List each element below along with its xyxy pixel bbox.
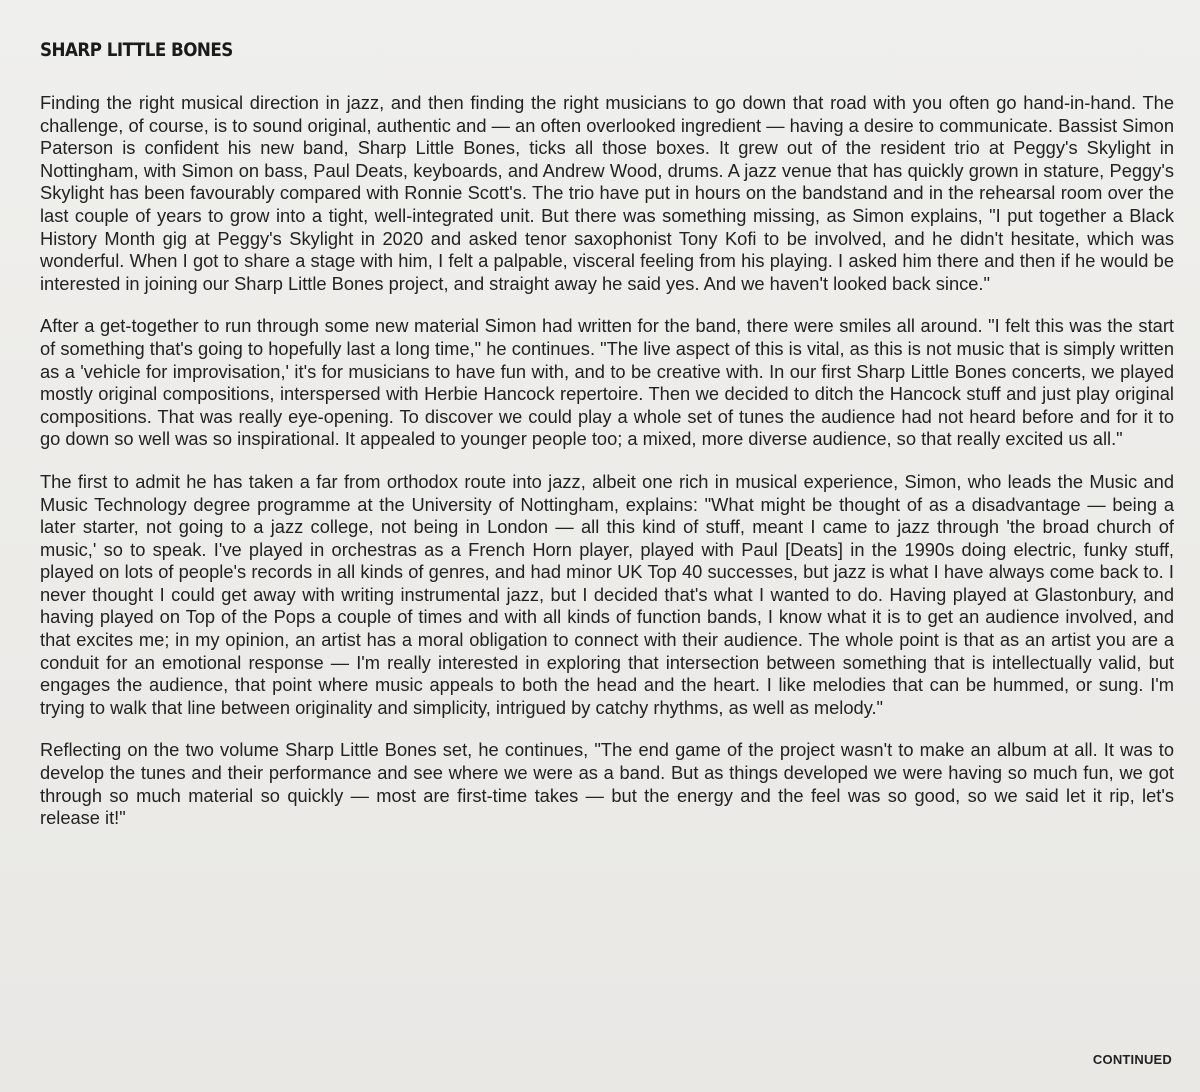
- paragraph-1: Finding the right musical direction in jazz, and then finding the right musicians to go down that road with you often go hand-in-hand. The challenge, of course, is to sound original, authentic and — an often overlooked ingredient — having a desire to communicate. Bassist Simon Paterson is confident his new band, Sharp Little Bones, ticks all those boxes. It grew out of the resident trio at Peggy's Skylight in Nottingham, with Simon on bass, Paul Deats, keyboards, and Andrew Wood, drums. A jazz venue that has quickly grown in stature, Peggy's Skylight has been favourably compared with Ronnie Scott's. The trio have put in hours on the bandstand and in the rehearsal room over the last couple of years to grow into a tight, well-integrated unit. But there was something missing, as Simon explains, "I put together a Black History Month gig at Peggy's Skylight in 2020 and asked tenor saxophonist Tony Kofi to be involved, and he didn't hesitate, which was wonderful. When I got to share a stage with him, I felt a palpable, visceral feeling from his playing. I asked him there and then if he would be interested in joining our Sharp Little Bones project, and straight away he said yes. And we haven't looked back since.": [40, 92, 1174, 294]
- article-body: [40, 92, 1174, 850]
- page-title: SHARP LITTLE BONES: [40, 39, 233, 61]
- continued-label: CONTINUED: [1092, 1052, 1172, 1067]
- paragraph-2: After a get-together to run through some new material Simon had written for the band, there were smiles all around. "I felt this was the start of something that's going to hopefully last a long time," he continues. "The live aspect of this is vital, as this is not music that is simply written as a 'vehicle for improvisation,' it's for musicians to have fun with, and to be creative with. In our first Sharp Little Bones concerts, we played mostly original compositions, interspersed with Herbie Hancock repertoire. Then we decided to ditch the Hancock stuff and just play original compositions. That was really eye-opening. To discover we could play a whole set of tunes the audience had not heard before and for it to go down so well was so inspirational. It appealed to younger people too; a mixed, more diverse audience, so that really excited us all.": [40, 315, 1174, 450]
- paragraph-4: Reflecting on the two volume Sharp Little Bones set, he continues, "The end game of the project wasn't to make an album at all. It was to develop the tunes and their performance and see where we were as a band. But as things developed we were having so much fun, we got through so much material so quickly — most are first-time takes — but the energy and the feel was so good, so we said let it rip, let's release it!": [40, 739, 1174, 829]
- paragraph-3: The first to admit he has taken a far from orthodox route into jazz, albeit one rich in musical experience, Simon, who leads the Music and Music Technology degree programme at the University of Nottingham, explains: "What might be thought of as a disadvantage — being a later starter, not going to a jazz college, not being in London — all this kind of stuff, meant I came to jazz through 'the broad church of music,' so to speak. I've played in orchestras as a French Horn player, played with Paul [Deats] in the 1990s doing electric, funky stuff, played on lots of people's records in all kinds of genres, and had minor UK Top 40 successes, but jazz is what I have always come back to. I never thought I could get away with writing instrumental jazz, but I decided that's what I wanted to do. Having played at Glastonbury, and having played on Top of the Pops a couple of times and with all kinds of function bands, I know what it is to get an audience involved, and that excites me; in my opinion, an artist has a moral obligation to connect with their audience. The whole point is that as an artist you are a conduit for an emotional response — I'm really interested in exploring that intersection between something that is intellectually valid, but engages the audience, that point where music appeals to both the head and the heart. I like melodies that can be hummed, or sung. I'm trying to walk that line between originality and simplicity, intrigued by catchy rhythms, as well as melody.": [40, 470, 1174, 718]
